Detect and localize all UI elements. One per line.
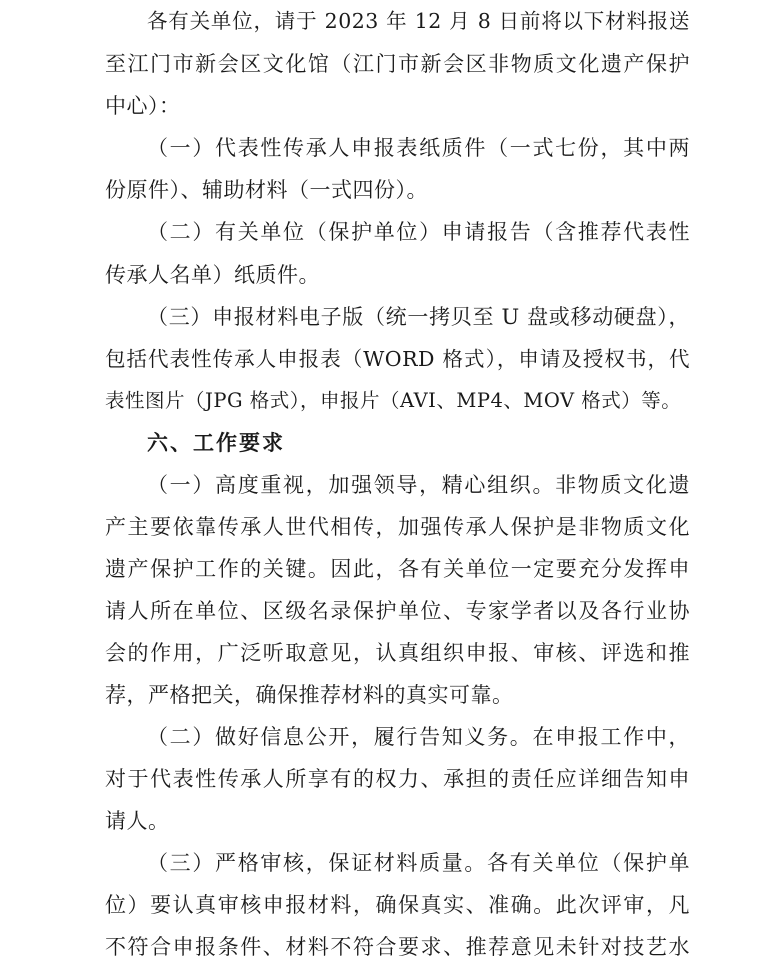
requirement-2-line-2: 对于代表性传承人所享有的权力、承担的责任应详细告知申 (105, 767, 690, 791)
requirement-3-line-3: 不符合申报条件、材料不符合要求、推荐意见未针对技艺水 (105, 935, 690, 959)
paragraph-submission-deadline-line-3: 中心）： (105, 94, 181, 118)
item-2-application-report-line-1: （二）有关单位（保护单位）申请报告（含推荐代表性 (147, 220, 690, 244)
item-3-electronic-version-line-3: 表性图片（JPG 格式），申报片（AVI、MP4、MOV 格式）等。 (105, 389, 682, 412)
requirement-2-line-1: （二）做好信息公开，履行告知义务。在申报工作中， (147, 725, 690, 749)
requirement-1-line-1: （一）高度重视，加强领导，精心组织。非物质文化遗 (147, 473, 690, 497)
requirement-1-line-6: 荐，严格把关，确保推荐材料的真实可靠。 (105, 683, 514, 707)
requirement-1-line-5: 会的作用，广泛听取意见，认真组织申报、审核、评选和推 (105, 641, 690, 665)
section-heading-work-requirements: 六、工作要求 (147, 431, 285, 455)
requirement-3-line-2: 位）要认真审核申报材料，确保真实、准确。此次评审，凡 (105, 893, 690, 917)
requirement-2-line-3: 请人。 (105, 809, 170, 833)
requirement-1-line-2: 产主要依靠传承人世代相传，加强传承人保护是非物质文化 (105, 515, 690, 539)
item-1-paper-forms-line-1: （一）代表性传承人申报表纸质件（一式七份，其中两 (147, 136, 690, 160)
item-2-application-report-line-2: 传承人名单）纸质件。 (105, 263, 320, 287)
paragraph-submission-deadline-line-2: 至江门市新会区文化馆（江门市新会区非物质文化遗产保护 (105, 52, 690, 76)
item-3-electronic-version-line-2: 包括代表性传承人申报表（WORD 格式），申请及授权书，代 (105, 347, 690, 371)
paragraph-submission-deadline-line-1: 各有关单位，请于 2023 年 12 月 8 日前将以下材料报送 (147, 9, 690, 33)
requirement-1-line-3: 遗产保护工作的关键。因此，各有关单位一定要充分发挥申 (105, 557, 690, 581)
requirement-1-line-4: 请人所在单位、区级名录保护单位、专家学者以及各行业协 (105, 599, 690, 623)
item-1-paper-forms-line-2: 份原件）、辅助材料（一式四份）。 (105, 178, 428, 202)
requirement-3-line-1: （三）严格审核，保证材料质量。各有关单位（保护单 (147, 851, 690, 875)
item-3-electronic-version-line-1: （三）申报材料电子版（统一拷贝至 U 盘或移动硬盘）， (147, 305, 690, 329)
